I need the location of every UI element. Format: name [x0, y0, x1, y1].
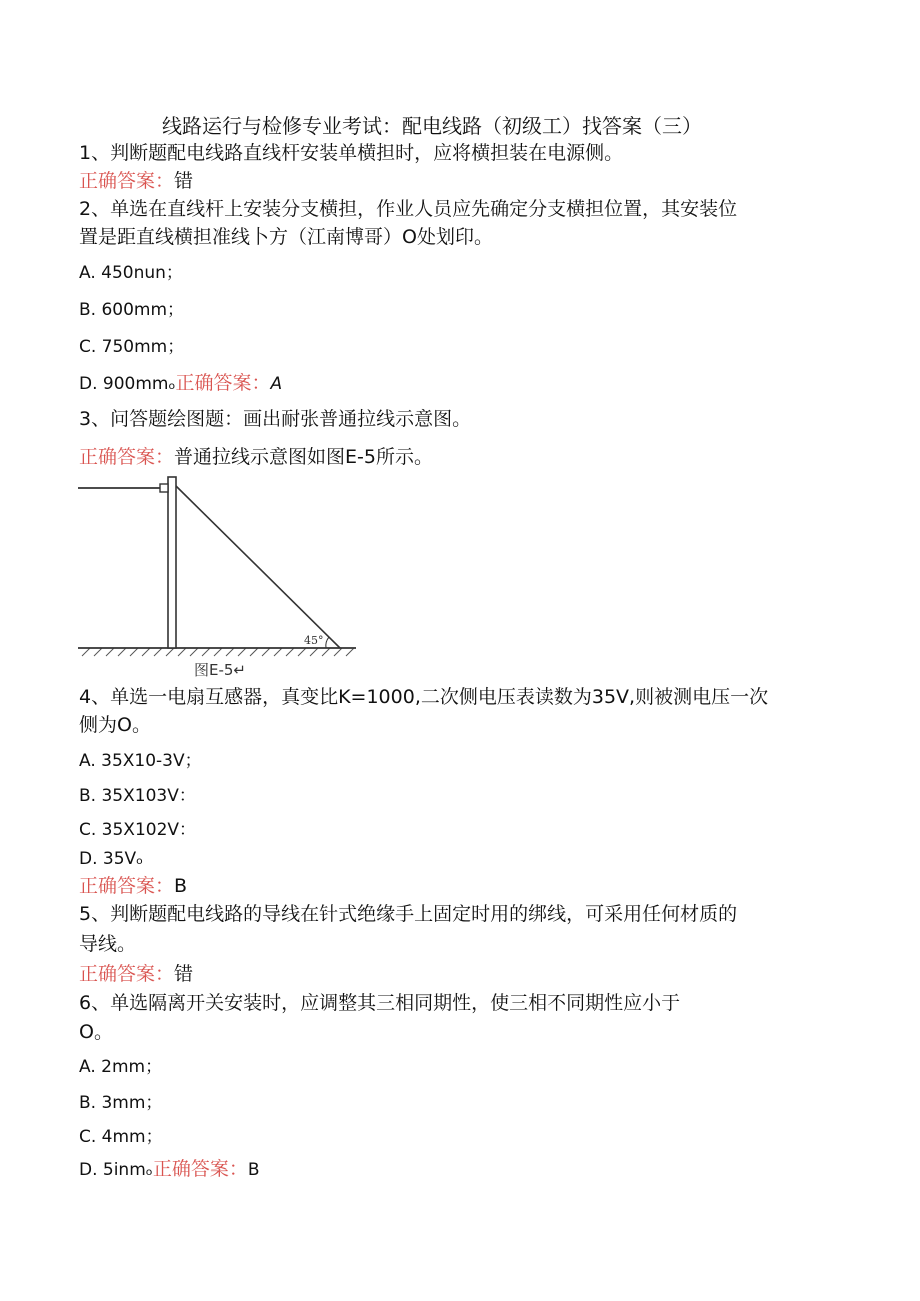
q6-option-d-text: D. 5inmₒ: [79, 1160, 153, 1180]
pole: [168, 477, 176, 648]
q6-option-d: [79, 1156, 260, 1183]
q6-answer-value: B: [247, 1160, 260, 1180]
q4-option-a: A. 35X10-3V；: [79, 751, 202, 771]
q4-option-b: B. 35X103V：: [79, 786, 196, 806]
q1-answer-label: 正确答案：: [79, 170, 175, 192]
q6-answer-label: 正确答案：: [152, 1158, 248, 1180]
q1-text: 1、判断题配电线路直线杆安装单横担时，应将横担装在电源侧。: [79, 142, 624, 164]
q5-answer: [79, 961, 193, 987]
guy-wire-diagram: [78, 472, 358, 682]
q1-answer: [79, 168, 193, 194]
q5-answer-value: 错: [174, 963, 194, 985]
q4-text-line2: 侧为O。: [79, 714, 151, 736]
q2-option-c: C. 750mm；: [79, 337, 185, 357]
q3-answer-value: 普通拉线示意图如图E-5所示。: [174, 446, 433, 468]
q4-answer-value: B: [174, 875, 188, 897]
q4-option-c: C. 35X102V：: [79, 820, 197, 840]
q2-text-line2: 置是距直线横担准线卜方（江南博哥）O处划印。: [79, 226, 493, 248]
q3-answer: [79, 444, 433, 470]
q6-option-c: C. 4mm；: [79, 1127, 163, 1147]
guy-wire: [176, 486, 340, 648]
q4-answer: [79, 873, 187, 899]
q2-answer-label: 正确答案：: [175, 372, 271, 394]
q4-option-d: D. 35Vₒ: [79, 849, 144, 869]
q2-text-line1: 2、单选在直线杆上安装分支横担，作业人员应先确定分支横担位置，其安装位: [79, 198, 738, 220]
q6-option-a: A. 2mm；: [79, 1057, 163, 1077]
insulator: [160, 484, 168, 492]
q2-option-d: [79, 370, 282, 397]
page-title: 线路运行与检修专业考试：配电线路（初级工）找答案（三）: [162, 114, 702, 138]
q5-text-line2: 导线。: [79, 933, 137, 955]
q2-option-d-text: D. 900mmₒ: [79, 374, 176, 394]
q5-text-line1: 5、判断题配电线路的导线在针式绝缘手上固定时用的绑线，可采用任何材质的: [79, 903, 738, 925]
ground-hatching: [82, 648, 354, 656]
q2-option-b: B. 600mm；: [79, 300, 185, 320]
figure-caption: 图E-5↵: [194, 661, 247, 679]
q2-option-a: A. 450nun；: [79, 263, 183, 283]
q3-text: 3、问答题绘图题：画出耐张普通拉线示意图。: [79, 408, 472, 430]
q3-answer-label: 正确答案：: [79, 446, 175, 468]
q4-text-line1: 4、单选一电扇互感器，真变比K=1000,二次侧电压表读数为35V,则被测电压一次: [79, 686, 769, 708]
q6-option-b: B. 3mm；: [79, 1093, 163, 1113]
q4-answer-label: 正确答案：: [79, 875, 175, 897]
q6-text-line1: 6、单选隔离开关安装时，应调整其三相同期性，使三相不同期性应小于: [79, 992, 681, 1014]
angle-arc: [326, 637, 329, 648]
q6-text-line2: O。: [79, 1021, 113, 1043]
angle-label: 45°: [304, 634, 324, 647]
q1-answer-value: 错: [174, 170, 194, 192]
q5-answer-label: 正确答案：: [79, 963, 175, 985]
q2-answer-value: A: [270, 374, 283, 394]
